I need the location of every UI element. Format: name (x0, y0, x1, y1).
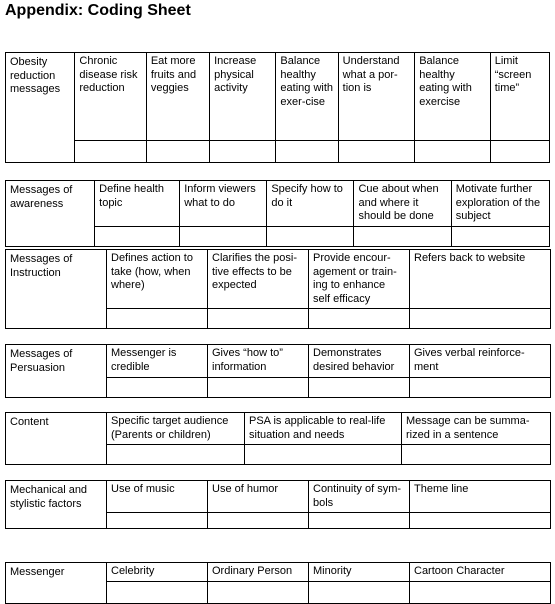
entry-cell[interactable] (309, 309, 410, 329)
entry-cell[interactable] (75, 141, 146, 163)
entry-cell[interactable] (107, 581, 208, 603)
criterion-cell: Cartoon Character (410, 563, 551, 582)
criterion-cell: Messenger is credible (107, 345, 208, 378)
criterion-cell: Provide encour-agement or train-ing to enhance self efficacy (309, 250, 410, 309)
section-label: Obesity reduction messages (6, 53, 75, 163)
criterion-cell: Inform viewers what to do (180, 181, 267, 227)
entry-cell[interactable] (354, 226, 451, 246)
section-label: Mechanical and stylistic factors (6, 481, 107, 529)
entry-cell[interactable] (276, 141, 338, 163)
entry-cell[interactable] (146, 141, 209, 163)
coding-section (5, 344, 551, 398)
criterion-cell: Limit “screen time” (490, 53, 549, 141)
entry-cell[interactable] (451, 226, 549, 246)
criterion-cell: Defines action to take (how, when where) (107, 250, 208, 309)
criteria-row (6, 413, 551, 445)
criterion-cell: Specific target audience (Parents or children) (107, 413, 245, 445)
entry-cell[interactable] (245, 445, 402, 465)
coding-section (5, 249, 551, 329)
section-label: Messages of awareness (6, 181, 95, 247)
coding-section (5, 562, 551, 604)
entry-cell[interactable] (95, 226, 180, 246)
entry-cell[interactable] (208, 581, 309, 603)
entry-cell[interactable] (208, 513, 309, 529)
coding-section (5, 480, 551, 529)
entry-cell[interactable] (107, 513, 208, 529)
criterion-cell: Define health topic (95, 181, 180, 227)
criteria-row (6, 53, 550, 141)
entry-cell[interactable] (402, 445, 551, 465)
entry-cell[interactable] (210, 141, 276, 163)
section-label: Messenger (6, 563, 107, 604)
entry-cell[interactable] (267, 226, 354, 246)
coding-section (5, 180, 550, 247)
entry-row (6, 141, 550, 163)
entry-cell[interactable] (107, 378, 208, 398)
criterion-cell: Eat more fruits and veggies (146, 53, 209, 141)
criterion-cell: Continuity of sym-bols (309, 481, 410, 513)
entry-cell[interactable] (490, 141, 549, 163)
entry-cell[interactable] (180, 226, 267, 246)
criterion-cell: Balance healthy eating with exer-cise (276, 53, 338, 141)
section-label: Messages of Instruction (6, 250, 107, 329)
entry-cell[interactable] (410, 513, 551, 529)
criterion-cell: Message can be summa-rized in a sentence (402, 413, 551, 445)
criterion-cell: Use of music (107, 481, 208, 513)
entry-cell[interactable] (309, 581, 410, 603)
entry-cell[interactable] (309, 513, 410, 529)
entry-cell[interactable] (208, 378, 309, 398)
section-label: Content (6, 413, 107, 465)
criteria-row (6, 563, 551, 582)
criterion-cell: Clarifies the posi-tive effects to be expected (208, 250, 309, 309)
entry-cell[interactable] (107, 309, 208, 329)
coding-section (5, 52, 550, 163)
criterion-cell: Celebrity (107, 563, 208, 582)
criteria-row (6, 481, 551, 513)
entry-cell[interactable] (410, 581, 551, 603)
page-title: Appendix: Coding Sheet (5, 2, 191, 19)
coding-section (5, 412, 551, 465)
criterion-cell: Increase physical activity (210, 53, 276, 141)
criterion-cell: Minority (309, 563, 410, 582)
entry-cell[interactable] (309, 378, 410, 398)
entry-cell[interactable] (410, 378, 551, 398)
criterion-cell: Ordinary Person (208, 563, 309, 582)
criterion-cell: Use of humor (208, 481, 309, 513)
criterion-cell: Gives verbal reinforce-ment (410, 345, 551, 378)
criteria-row (6, 181, 550, 227)
criterion-cell: Gives “how to” information (208, 345, 309, 378)
entry-cell[interactable] (338, 141, 415, 163)
criteria-row (6, 345, 551, 378)
entry-cell[interactable] (410, 309, 551, 329)
section-label: Messages of Persuasion (6, 345, 107, 398)
entry-cell[interactable] (208, 309, 309, 329)
criterion-cell: Demonstrates desired behavior (309, 345, 410, 378)
criterion-cell: Chronic disease risk reduction (75, 53, 146, 141)
criterion-cell: Motivate further exploration of the subject (451, 181, 549, 227)
entry-cell[interactable] (107, 445, 245, 465)
criterion-cell: Understand what a por-tion is (338, 53, 415, 141)
criterion-cell: Refers back to website (410, 250, 551, 309)
criterion-cell: PSA is applicable to real-life situation and needs (245, 413, 402, 445)
entry-cell[interactable] (415, 141, 491, 163)
criterion-cell: Theme line (410, 481, 551, 513)
criteria-row (6, 250, 551, 309)
criterion-cell: Specify how to do it (267, 181, 354, 227)
criterion-cell: Balance healthy eating with exercise (415, 53, 491, 141)
criterion-cell: Cue about when and where it should be done (354, 181, 451, 227)
